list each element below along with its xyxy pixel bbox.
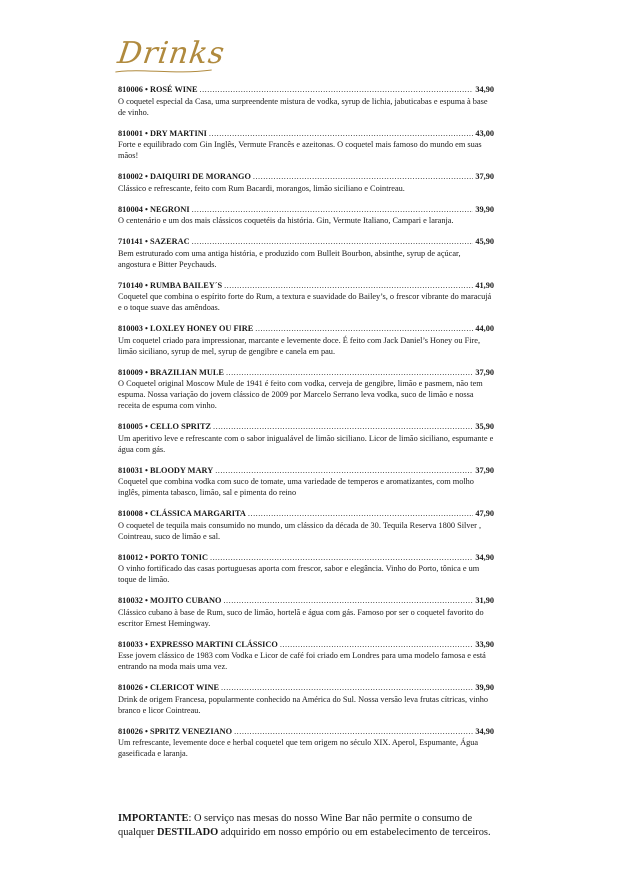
item-description: Forte e equilibrado com Gin Inglês, Vermute Francês e azeitonas. O coquetel mais famoso do mundo em suas mãos! [118, 140, 482, 160]
item-name: SAZERAC [149, 237, 190, 246]
item-name: CLÁSSICA MARGARITA [149, 509, 246, 518]
dot-leader [192, 205, 474, 216]
item-price: 31,90 [475, 596, 494, 605]
dot-leader [209, 129, 473, 140]
menu-item [118, 596, 494, 629]
item-description: O Coquetel original Moscow Mule de 1941 é feito com vodka, cerveja de gengibre, limão e pasmem, não tem espuma. Nossa variação do jovem clássico de 2009 por Marcelo Serrano leva vodka, suco de limão e nossa receita de espuma com vinho. [118, 379, 483, 410]
dot-leader [213, 422, 473, 433]
item-separator: • [142, 367, 150, 377]
dot-leader [223, 596, 473, 607]
item-price: 37,90 [475, 367, 494, 377]
item-separator: • [142, 85, 150, 94]
dot-leader [224, 281, 473, 292]
item-description: O centenário e um dos mais clássicos coquetéis da história. Gin, Vermute Italiano, Campari e laranja. [118, 216, 454, 225]
item-code: 810004 [118, 204, 143, 214]
item-code: 810006 [118, 85, 143, 94]
dot-leader [280, 640, 473, 651]
item-separator: • [142, 280, 150, 290]
menu-item [118, 683, 494, 716]
page-title [116, 36, 228, 71]
item-code: 810002 [118, 172, 143, 181]
menu-item-header [118, 683, 494, 694]
item-price: 34,90 [475, 552, 494, 562]
item-name: MOJITO CUBANO [149, 596, 222, 605]
item-price: 34,90 [475, 726, 494, 736]
menu-item-header [118, 172, 494, 183]
menu-item-header [118, 509, 494, 520]
item-separator: • [142, 683, 150, 692]
item-name: RUMBA BAILEY´S [149, 280, 223, 290]
item-description: Coquetel que combina vodka com suco de tomate, uma variedade de temperos e aromatizantes, com molho inglês, pimenta tabasco, limão, sal e pimenta do reino [118, 477, 474, 497]
item-separator: • [142, 596, 150, 605]
item-name: LOXLEY HONEY OU FIRE [149, 324, 254, 333]
item-price: 43,00 [475, 128, 494, 138]
menu-item [118, 172, 494, 194]
important-note [118, 812, 508, 840]
menu-item-header [118, 640, 494, 651]
item-separator: • [142, 237, 150, 246]
menu-item [118, 129, 494, 162]
item-name: BLOODY MARY [149, 465, 214, 475]
item-name: ROSÉ WINE [149, 85, 198, 94]
menu-item-header [118, 324, 494, 335]
menu-item-header [118, 727, 494, 738]
item-price: 41,90 [475, 280, 494, 290]
item-name: DAIQUIRI DE MORANGO [149, 172, 251, 181]
menu-item-header [118, 553, 494, 564]
item-name: NEGRONI [149, 204, 190, 214]
dot-leader [200, 85, 474, 96]
item-description: O coquetel de tequila mais consumido no mundo, um clássico da década de 30. Tequila Reserva 1800 Silver , Cointreau, suco de limão e sal. [118, 520, 482, 541]
dot-leader [248, 509, 473, 520]
menu-item [118, 727, 494, 760]
dot-leader [226, 368, 473, 379]
menu-item-header [118, 368, 494, 379]
dot-leader [253, 172, 473, 183]
item-name: PORTO TONIC [149, 552, 208, 562]
menu-item-header [118, 85, 494, 96]
item-description: O vinho fortificado das casas portuguesas aporta com frescor, sabor e elegância. Vinho do Porto, tônica e um toque de limão. [118, 564, 480, 584]
item-code: 810026 [118, 683, 143, 692]
item-code: 810033 [118, 639, 143, 649]
item-description: O coquetel especial da Casa, uma surpreendente mistura de vodka, syrup de lichia, jabuticabas e espuma à base de vinho. [118, 96, 488, 117]
dot-leader [255, 324, 473, 335]
item-description: Um coquetel criado para impressionar, marcante e levemente doce. É feito com Jack Daniel’s Honey ou Fire, limão siciliano, syrup de mel, syrup de gengibre e canela em pau. [118, 335, 481, 356]
menu-item [118, 422, 494, 455]
menu-item-header [118, 422, 494, 433]
item-price: 37,90 [475, 172, 494, 181]
menu-item [118, 85, 494, 118]
title-underline-flourish [113, 66, 214, 76]
item-description: Um aperitivo leve e refrescante com o sabor inigualável de limão siciliano. Licor de limão siciliano, espumante e água com gás. [118, 433, 494, 454]
item-description: Esse jovem clássico de 1983 com Vodka e Licor de café foi criado em Londres para uma modelo famosa e está entrando na moda mais uma vez. [118, 651, 486, 671]
item-code: 710141 [118, 237, 143, 246]
item-code: 810012 [118, 552, 143, 562]
item-description: Um refrescante, levemente doce e herbal coquetel que tem origem no século XIX. Aperol, Espumante, Água gaseificada e laranja. [118, 738, 479, 758]
note-label: IMPORTANTE [118, 813, 189, 824]
item-name: CELLO SPRITZ [149, 422, 212, 431]
menu-item [118, 466, 494, 499]
dot-leader [210, 553, 473, 564]
item-price: 44,00 [475, 324, 494, 333]
menu-item [118, 205, 494, 227]
note-strong: DESTILADO [156, 827, 219, 838]
menu-item [118, 281, 494, 314]
menu-item-header [118, 129, 494, 140]
dot-leader [221, 683, 473, 694]
item-code: 710140 [118, 280, 143, 290]
menu-item [118, 640, 494, 673]
menu-item-header [118, 466, 494, 477]
menu-item [118, 509, 494, 542]
item-code: 810001 [118, 128, 143, 138]
item-name: CLERICOT WINE [149, 683, 220, 692]
menu-item [118, 553, 494, 586]
menu-item-header [118, 596, 494, 607]
item-name: DRY MARTINI [149, 128, 207, 138]
item-separator: • [142, 128, 150, 138]
item-description: Coquetel que combina o espírito forte do Rum, a textura e suavidade do Bailey’s, o frescor vibrante do maracujá e o toque suave das amêndoas. [118, 292, 492, 312]
item-price: 47,90 [475, 509, 494, 518]
item-separator: • [142, 172, 150, 181]
item-description: Clássico e refrescante, feito com Rum Bacardi, morangos, limão siciliano e Cointreau. [118, 183, 405, 193]
item-code: 810003 [118, 324, 143, 333]
item-name: SPRITZ VENEZIANO [149, 726, 233, 736]
menu-item [118, 237, 494, 270]
item-separator: • [142, 465, 150, 475]
drinks-menu [118, 85, 494, 770]
menu-item-header [118, 281, 494, 292]
item-separator: • [142, 552, 150, 562]
dot-leader [192, 237, 474, 248]
note-text-2: adquirido em nosso empório ou em estabelecimento de terceiros. [218, 827, 491, 838]
item-description: Bem estruturado com uma antiga história, e produzido com Bulleit Bourbon, absinthe, syrup de açúcar, angostura e Bitter Peychauds. [118, 248, 461, 269]
item-code: 810008 [118, 509, 143, 518]
item-code: 810026 [118, 726, 143, 736]
item-separator: • [142, 509, 150, 518]
dot-leader [234, 727, 473, 738]
menu-item-header [118, 237, 494, 248]
item-separator: • [142, 324, 150, 333]
item-separator: • [142, 726, 150, 736]
item-code: 810031 [118, 465, 143, 475]
item-separator: • [142, 422, 150, 431]
item-code: 810005 [118, 422, 143, 431]
item-separator: • [142, 204, 150, 214]
menu-item [118, 324, 494, 357]
item-price: 45,90 [475, 237, 494, 246]
item-description: Drink de origem Francesa, popularmente conhecido na América do Sul. Nossa versão leva frutas cítricas, vinho branco e licor Cointreau. [118, 694, 489, 715]
item-code: 810032 [118, 596, 143, 605]
menu-item-header [118, 205, 494, 216]
item-price: 39,90 [475, 683, 494, 692]
item-price: 39,90 [475, 204, 494, 214]
item-separator: • [142, 639, 150, 649]
dot-leader [215, 466, 473, 477]
item-price: 37,90 [475, 465, 494, 475]
menu-item [118, 368, 494, 412]
item-description: Clássico cubano à base de Rum, suco de limão, hortelã e água com gás. Famoso por ser o coquetel favorito do escritor Ernest Hemingway. [118, 607, 484, 628]
note-text-1: : O serviço nas mesas do nosso Wine Bar não permite o consumo de qualquer [118, 813, 473, 838]
item-price: 33,90 [475, 639, 494, 649]
item-price: 34,90 [475, 85, 494, 94]
page-title-text: Drinks [115, 36, 228, 71]
item-name: EXPRESSO MARTINI CLÁSSICO [149, 639, 278, 649]
item-name: BRAZILIAN MULE [149, 367, 224, 377]
item-code: 810009 [118, 367, 143, 377]
item-price: 35,90 [475, 422, 494, 431]
